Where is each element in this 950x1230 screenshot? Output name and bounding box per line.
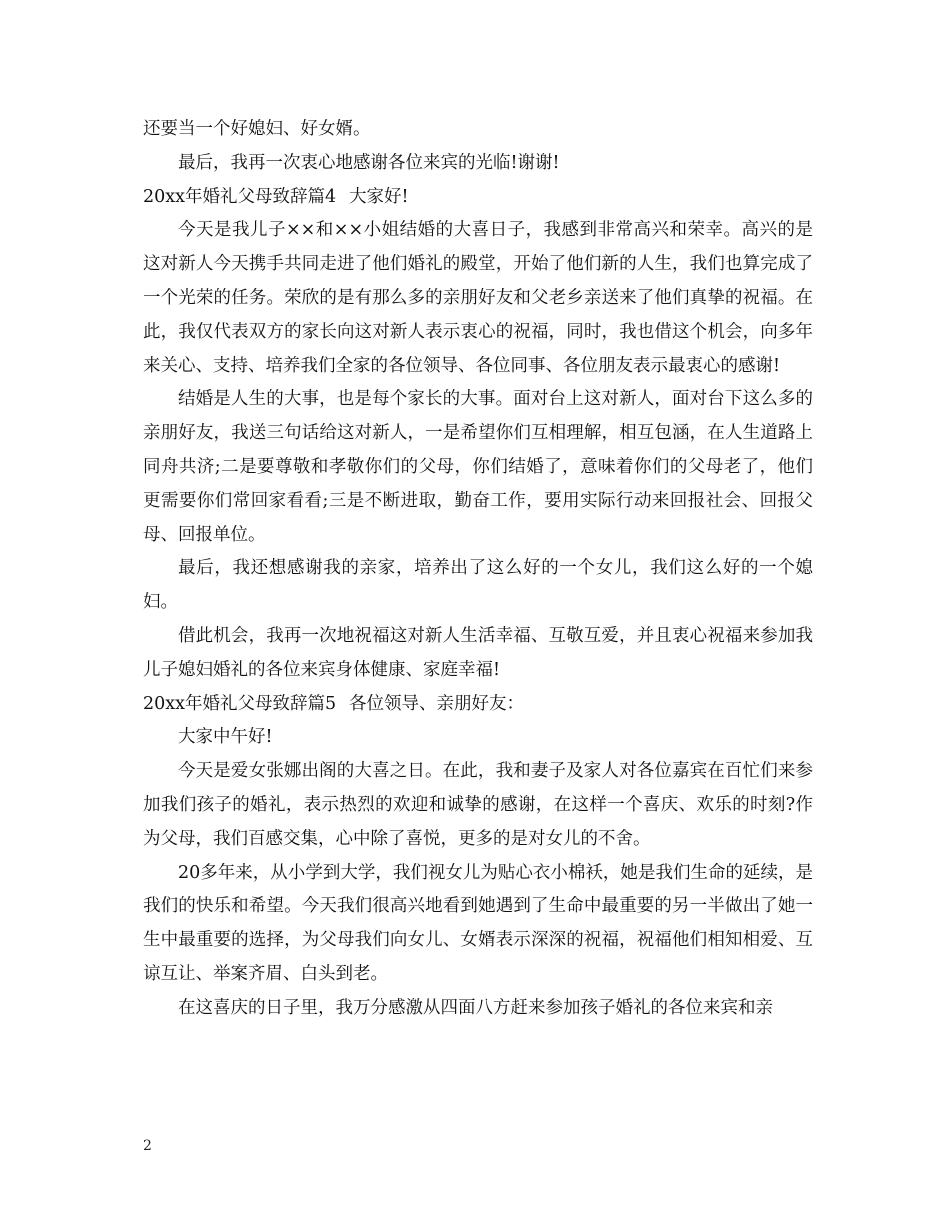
paragraph: 今天是我儿子××和××小姐结婚的大喜日子，我感到非常高兴和荣幸。高兴的是这对新人今天携手共同走进了他们婚礼的殿堂，开始了他们新的人生，我们也算完成了一个光荣的任务。荣欣的是有那么多的亲朋好友和父老乡亲送来了他们真挚的祝福。在此，我仅代表双方的家长向这对新人表示衷心的祝福，同时，我也借这个机会，向多年来关心、支持、培养我们全家的各位领导、各位同事、各位朋友表示最衷心的感谢! (143, 220, 813, 376)
section-title: 20xx年婚礼父母致辞篇5 (143, 693, 337, 714)
paragraph: 20多年来，从小学到大学，我们视女儿为贴心衣小棉袄，她是我们生命的延续，是我们的快乐和希望。今天我们很高兴地看到她遇到了生命中最重要的另一半做出了她一生中最重要的选择，为父母我们向女儿、女婿表示深深的祝福，祝福他们相知相爱、互谅互让、举案齐眉、白头到老。 (143, 862, 813, 984)
paragraph: 最后，我再一次衷心地感谢各位来宾的光临!谢谢! (178, 152, 560, 173)
paragraph: 今天是爱女张娜出阁的大喜之日。在此，我和妻子及家人对各位嘉宾在百忙们来参加我们孩子的婚礼，表示热烈的欢迎和诚挚的感谢，在这样一个喜庆、欢乐的时刻?作为父母，我们百感交集，心中除了喜悦，更多的是对女儿的不舍。 (143, 761, 813, 849)
document-body (143, 113, 813, 1026)
paragraph: 最后，我还想感谢我的亲家，培养出了这么好的一个女儿，我们这么好的一个媳妇。 (143, 558, 813, 613)
page-number: 2 (143, 1138, 152, 1154)
section-heading (143, 688, 813, 722)
section-greeting: 各位领导、亲朋好友： (349, 693, 524, 714)
section-title: 20xx年婚礼父母致辞篇4 (143, 186, 337, 207)
paragraph: 在这喜庆的日子里，我万分感激从四面八方赶来参加孩子婚礼的各位来宾和亲 (178, 997, 773, 1018)
paragraph: 结婚是人生的大事，也是每个家长的大事。面对台上这对新人，面对台下这么多的亲朋好友，我送三句话给这对新人，一是希望你们互相理解，相互包涵，在人生道路上同舟共济;二是要尊敬和孝敬你们的父母，你们结婚了，意味着你们的父母老了，他们更需要你们常回家看看;三是不断进取，勤奋工作，要用实际行动来回报社会、回报父母、回报单位。 (143, 389, 813, 545)
paragraph: 大家中午好! (178, 727, 273, 748)
paragraph: 还要当一个好媳妇、好女婿。 (143, 119, 371, 139)
paragraph: 借此机会，我再一次地祝福这对新人生活幸福、互敬互爱，并且衷心祝福来参加我儿子媳妇婚礼的各位来宾身体健康、家庭幸福! (143, 625, 813, 680)
section-greeting: 大家好! (349, 186, 409, 207)
section-heading (143, 181, 813, 215)
